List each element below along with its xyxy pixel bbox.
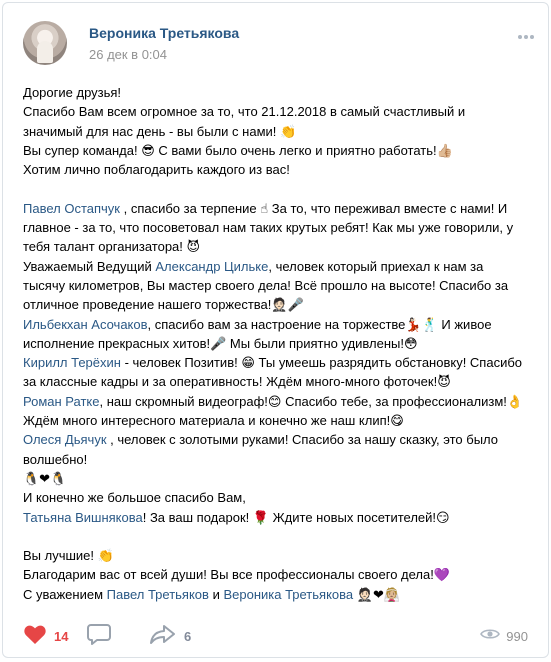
text-span: Ждите новых посетителей! [269, 509, 437, 525]
text-line [23, 122, 530, 141]
text-line [23, 295, 530, 314]
views-count: 990 [506, 628, 528, 644]
text-line [23, 353, 530, 372]
text-span: , человек который приехал к нам за [268, 258, 484, 274]
text-span: И живое [437, 316, 492, 332]
more-dots-icon[interactable] [518, 35, 534, 39]
text-span: Вы лучшие! [23, 548, 98, 564]
share-button[interactable] [149, 623, 191, 649]
text-line [23, 334, 530, 353]
text-span: С вами было очень легко и приятно работать! [154, 142, 437, 158]
mention-link[interactable]: Павел Третьяков [106, 586, 209, 602]
text-span: ! За ваш подарок! [142, 509, 253, 525]
blank-line [23, 179, 530, 198]
microphone-emoji: 🎤 [210, 335, 227, 351]
devil-emoji: 😈 [437, 374, 451, 390]
author-name[interactable]: Вероника Третьякова [89, 25, 240, 41]
text-line [23, 372, 530, 391]
text-line [23, 469, 530, 488]
text-line [23, 199, 530, 218]
text-line [23, 565, 530, 584]
text-span: За то, что переживал вместе с нами! И [268, 200, 508, 216]
like-count: 14 [54, 628, 69, 644]
blank-line [23, 527, 530, 546]
thumbs-up-emoji: 👍🏼 [436, 142, 453, 158]
text-span: Мы были приятно удивлены! [226, 335, 404, 351]
smile-emoji: 😊 [267, 393, 282, 409]
text-span: за классные кадры и за оперативность! Ждём много-много фоточек! [23, 374, 438, 390]
avatar[interactable] [23, 21, 67, 65]
dancers-emoji: 💃🏻🕺 [405, 316, 438, 332]
text-span: , спасибо за терпение [119, 200, 261, 216]
groom-mic-emoji: 🤵🏻🎤 [271, 297, 304, 313]
mention-link[interactable]: Павел Остапчук [23, 200, 120, 216]
text-line [23, 546, 530, 565]
text-line [23, 257, 530, 276]
text-line [23, 141, 530, 160]
text-span: Благодарим вас от всей души! Вы все профессионалы своего дела! [23, 567, 434, 583]
text-line: Спасибо Вам всем огромное за то, что 21.12.2018 в самый счастливый и [23, 104, 466, 120]
text-span: , спасибо вам за настроение на торжестве [147, 316, 406, 332]
flushed-emoji: 😳 [403, 335, 418, 351]
text-line [23, 411, 530, 430]
text-span: отличное проведение нашего торжества! [23, 297, 272, 313]
share-count: 6 [184, 628, 192, 644]
text-span: Ждём много интересного материала и конечно же наш клип! [23, 413, 391, 429]
devil-emoji: 😈 [186, 239, 201, 255]
eye-icon [480, 627, 500, 646]
mention-link[interactable]: Александр Цильке [155, 258, 269, 274]
rose-emoji: 🌹 [252, 509, 270, 525]
penguins-heart-emoji: 🐧❤🐧 [23, 470, 67, 486]
comment-button[interactable] [86, 623, 112, 649]
mention-link[interactable]: Ильбекхан Асочаков [23, 316, 148, 332]
text-line [23, 585, 530, 604]
text-line: Дорогие друзья! [23, 85, 122, 100]
text-line: главное - за то, что посоветовал нам таких крутых ребят! Как мы уже говорили, у [23, 220, 514, 236]
pointing-up-emoji: ☝ [260, 200, 269, 216]
sunglasses-emoji: 😎 [141, 142, 155, 158]
mention-link[interactable]: Роман Ратке [23, 393, 100, 409]
smirk-emoji: 😏 [436, 509, 450, 525]
post-card [2, 2, 549, 658]
post-text [23, 83, 530, 604]
yum-emoji: 😋 [390, 413, 404, 429]
ok-hand-emoji: 👌 [506, 393, 524, 409]
grin-emoji: 😁 [241, 355, 255, 371]
text-line [23, 430, 530, 449]
text-line: тысячу километров, Вы мастер своего дела! Всё прошло на высоте! Спасибо за [23, 277, 509, 293]
mention-link[interactable]: Олеся Дьячук [23, 432, 107, 448]
text-span: Спасибо тебе, за профессионализм! [281, 393, 507, 409]
share-icon [149, 623, 177, 650]
post-time[interactable]: 26 дек в 0:04 [89, 47, 168, 62]
clap-emoji: 👏 [97, 548, 114, 564]
text-line [23, 508, 530, 527]
text-line [23, 237, 530, 256]
heart-icon [23, 623, 47, 650]
comment-icon [86, 622, 112, 651]
text-span: - человек Позитив! [120, 355, 242, 371]
text-span: Ты умеешь разрядить обстановку! Спасибо [254, 355, 523, 371]
text-line [23, 392, 530, 411]
couple-emoji: 🤵🏻❤👰🏼 [353, 586, 401, 602]
text-span: , наш скромный видеограф! [99, 393, 268, 409]
purple-heart-emoji: 💜 [433, 567, 451, 583]
text-line: И конечно же большое спасибо Вам, [23, 490, 246, 506]
text-line [23, 315, 530, 334]
text-span: тебя талант организатора! [23, 239, 187, 255]
text-span: , человек с золотыми руками! Спасибо за нашу сказку, это было [106, 432, 499, 448]
mention-link[interactable]: Кирилл Терёхин [23, 355, 121, 371]
post-actions [23, 623, 528, 649]
views-counter [480, 623, 528, 649]
text-line: волшебно! [23, 451, 88, 467]
text-span: С уважением [23, 586, 107, 602]
mention-link[interactable]: Вероника Третьякова [223, 586, 354, 602]
clap-emoji: 👏 [280, 123, 297, 139]
text-line: Хотим лично поблагодарить каждого из вас! [23, 162, 290, 178]
text-span: и [208, 586, 224, 602]
mention-link[interactable]: Татьяна Вишнякова [23, 509, 143, 525]
text-span: исполнение прекрасных хитов! [23, 335, 211, 351]
like-button[interactable] [23, 623, 68, 649]
text-span: Уважаемый Ведущий [23, 258, 156, 274]
text-span: Вы супер команда! [23, 142, 142, 158]
text-span: значимый для нас день - вы были с нами! [23, 123, 280, 139]
